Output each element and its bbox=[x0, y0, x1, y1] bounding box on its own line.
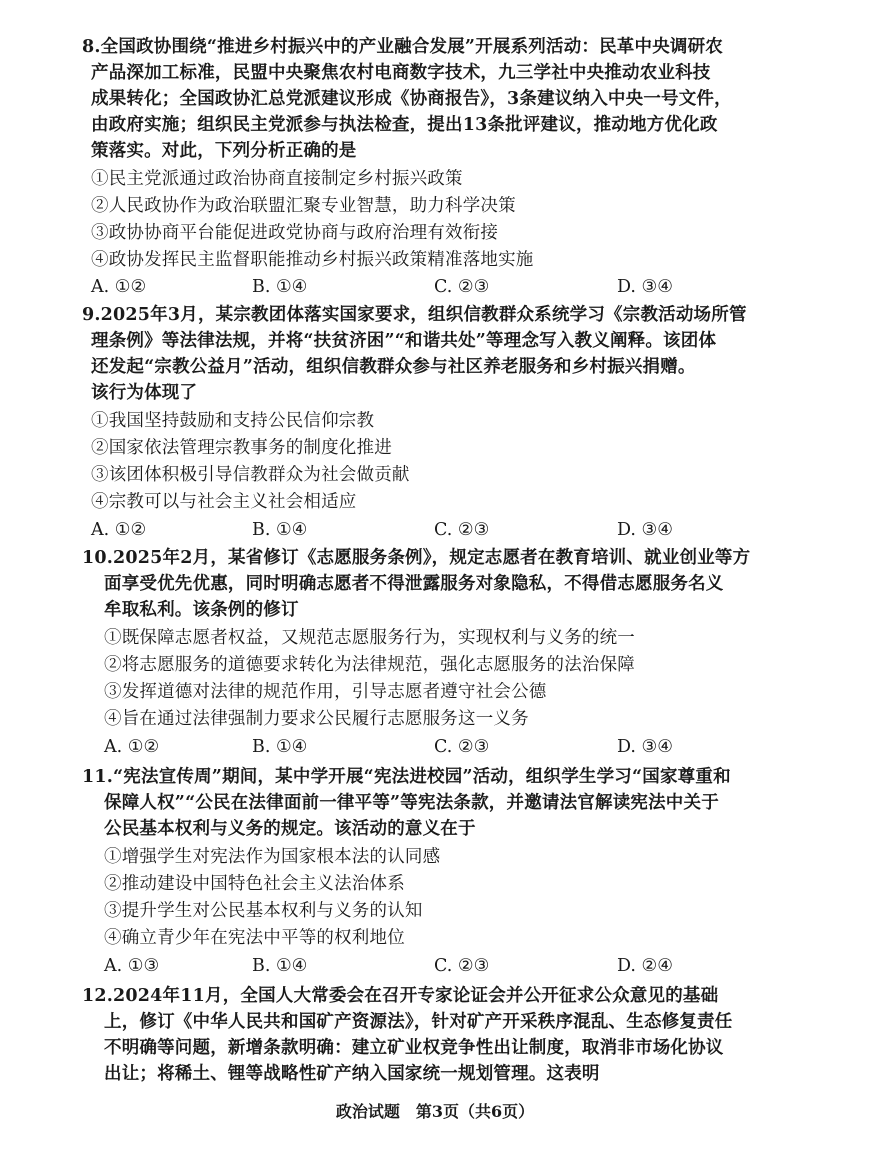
question-text-line: 该行为体现了 bbox=[91, 383, 198, 403]
answer-choice-a: A. ①② bbox=[91, 520, 147, 540]
answer-choice-d: D. ③④ bbox=[617, 520, 673, 540]
question-text-line: 9.2025年3月，某宗教团体落实国家要求，组织信教群众系统学习《宗教活动场所管 bbox=[82, 305, 747, 325]
question-text-line: 面享受优先优惠，同时明确志愿者不得泄露服务对象隐私，不得借志愿服务名义 bbox=[104, 574, 724, 594]
question-text-line: 10.2025年2月，某省修订《志愿服务条例》，规定志愿者在教育培训、就业创业等方 bbox=[82, 548, 751, 568]
answer-choice-c: C. ②③ bbox=[434, 277, 490, 297]
page-footer: 政治试题 第3页（共6页） bbox=[335, 1102, 535, 1121]
option-statement: ③政协协商平台能促进政党协商与政府治理有效衔接 bbox=[91, 223, 499, 243]
question-text-line: 上，修订《中华人民共和国矿产资源法》，针对矿产开采秩序混乱、生态修复责任 bbox=[104, 1012, 733, 1032]
question-text-line: 不明确等问题，新增条款明确：建立矿业权竞争性出让制度，取消非市场化协议 bbox=[104, 1038, 724, 1058]
answer-choice-a: A. ①② bbox=[91, 277, 147, 297]
answer-choice-a: A. ①③ bbox=[104, 956, 160, 976]
question-text-line: 成果转化；全国政协汇总党派建议形成《协商报告》，3条建议纳入中央一号文件， bbox=[91, 89, 732, 109]
option-statement: ③该团体积极引导信教群众为社会做贡献 bbox=[91, 465, 410, 485]
answer-choice-c: C. ②③ bbox=[434, 737, 490, 757]
answer-choice-a: A. ①② bbox=[104, 737, 160, 757]
option-statement: ②推动建设中国特色社会主义法治体系 bbox=[104, 874, 405, 894]
option-statement: ②国家依法管理宗教事务的制度化推进 bbox=[91, 438, 392, 458]
option-statement: ①我国坚持鼓励和支持公民信仰宗教 bbox=[91, 411, 375, 431]
question-text-line: 理条例》等法律法规，并将“扶贫济困”“和谐共处”等理念写入教义阐释。该团体 bbox=[91, 331, 717, 351]
question-text-line: 策落实。对此，下列分析正确的是 bbox=[91, 141, 357, 161]
option-statement: ④旨在通过法律强制力要求公民履行志愿服务这一义务 bbox=[104, 709, 529, 729]
answer-choice-c: C. ②③ bbox=[434, 520, 490, 540]
answer-choice-c: C. ②③ bbox=[434, 956, 490, 976]
answer-choice-b: B. ①④ bbox=[252, 520, 308, 540]
question-text-line: 公民基本权利与义务的规定。该活动的意义在于 bbox=[104, 819, 476, 839]
option-statement: ③发挥道德对法律的规范作用，引导志愿者遵守社会公德 bbox=[104, 682, 547, 702]
option-statement: ③提升学生对公民基本权利与义务的认知 bbox=[104, 901, 423, 921]
answer-choice-b: B. ①④ bbox=[252, 737, 308, 757]
answer-choice-b: B. ①④ bbox=[252, 277, 308, 297]
answer-choice-b: B. ①④ bbox=[252, 956, 308, 976]
question-text-line: 牟取私利。该条例的修订 bbox=[104, 600, 299, 620]
option-statement: ④宗教可以与社会主义社会相适应 bbox=[91, 492, 357, 512]
question-text-line: 保障人权”“公民在法律面前一律平等”等宪法条款，并邀请法官解读宪法中关于 bbox=[104, 793, 719, 813]
question-text-line: 产品深加工标准，民盟中央聚焦农村电商数字技术，九三学社中央推动农业科技 bbox=[91, 63, 711, 83]
answer-choice-d: D. ③④ bbox=[617, 277, 673, 297]
option-statement: ④确立青少年在宪法中平等的权利地位 bbox=[104, 928, 405, 948]
question-text-line: 8.全国政协围绕“推进乡村振兴中的产业融合发展”开展系列活动：民革中央调研农 bbox=[82, 37, 723, 57]
option-statement: ②将志愿服务的道德要求转化为法律规范，强化志愿服务的法治保障 bbox=[104, 655, 635, 675]
question-text-line: 12.2024年11月，全国人大常委会在召开专家论证会并公开征求公众意见的基础 bbox=[82, 986, 719, 1006]
option-statement: ①增强学生对宪法作为国家根本法的认同感 bbox=[104, 847, 441, 867]
answer-choice-d: D. ③④ bbox=[617, 737, 673, 757]
option-statement: ④政协发挥民主监督职能推动乡村振兴政策精准落地实施 bbox=[91, 250, 534, 270]
question-text-line: 还发起“宗教公益月”活动，组织信教群众参与社区养老服务和乡村振兴捐赠。 bbox=[91, 357, 696, 377]
answer-choice-d: D. ②④ bbox=[617, 956, 673, 976]
question-text-line: 由政府实施；组织民主党派参与执法检查，提出13条批评建议，推动地方优化政 bbox=[91, 115, 718, 135]
option-statement: ①民主党派通过政治协商直接制定乡村振兴政策 bbox=[91, 169, 463, 189]
option-statement: ①既保障志愿者权益，又规范志愿服务行为，实现权利与义务的统一 bbox=[104, 628, 635, 648]
option-statement: ②人民政协作为政治联盟汇聚专业智慧，助力科学决策 bbox=[91, 196, 516, 216]
question-text-line: 出让；将稀土、锂等战略性矿产纳入国家统一规划管理。这表明 bbox=[104, 1064, 600, 1084]
question-text-line: 11.“宪法宣传周”期间，某中学开展“宪法进校园”活动，组织学生学习“国家尊重和 bbox=[82, 767, 731, 787]
